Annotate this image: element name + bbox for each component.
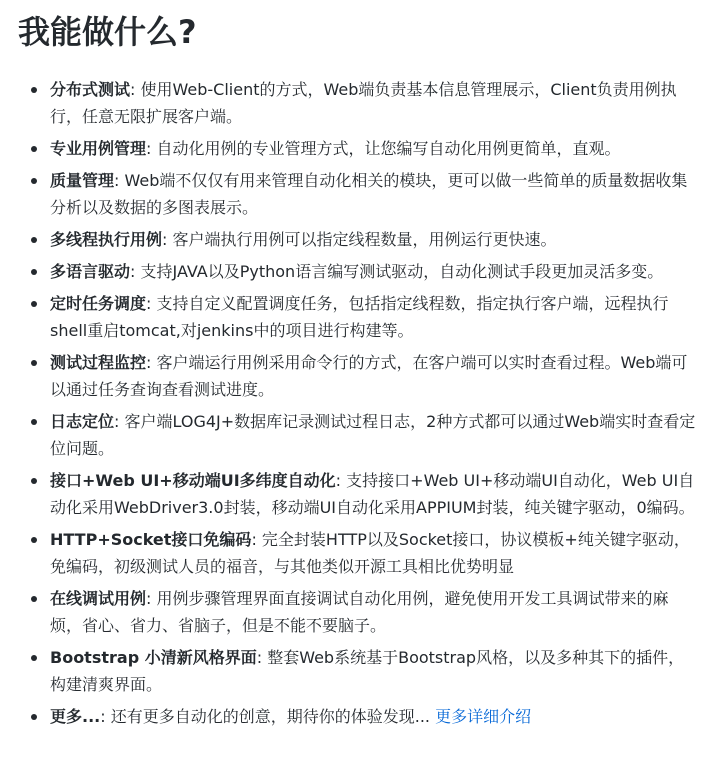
list-item: [50, 76, 698, 130]
bullet-icon: [31, 237, 37, 243]
feature-separator: :: [162, 230, 168, 249]
bullet-icon: [31, 655, 37, 661]
feature-description: 支持JAVA以及Python语言编写测试驱动，自动化测试手段更加灵活多变。: [140, 262, 664, 281]
feature-description: 使用Web-Client的方式，Web端负责基本信息管理展示，Client负责用例执行，任意无限扩展客户端。: [50, 80, 677, 126]
feature-separator: :: [256, 648, 263, 667]
feature-name: 接口+Web UI+移动端UI多纬度自动化: [50, 471, 336, 490]
feature-name: HTTP+Socket接口免编码: [50, 530, 252, 549]
feature-description: 整套Web系统基于Bootstrap风格，以及多种其下的插件，构建清爽界面。: [50, 648, 685, 694]
bullet-icon: [31, 419, 37, 425]
feature-separator: :: [114, 171, 120, 190]
list-item: [50, 467, 698, 521]
feature-separator: :: [251, 530, 257, 549]
feature-name: 日志定位: [50, 412, 115, 431]
feature-description: 自动化用例的专业管理方式，让您编写自动化用例更简单，直观。: [156, 139, 621, 158]
feature-description: 支持接口+Web UI+移动端UI自动化，Web UI自动化采用WebDriver3.0封装，移动端UI自动化采用APPIUM封装，纯关键字驱动，0编码。: [50, 471, 695, 517]
feature-description: 用例步骤管理界面直接调试自动化用例，避免使用开发工具调试带来的麻烦，省心、省力、省脑子，但是不能不要脑子。: [50, 589, 669, 635]
bullet-icon: [31, 87, 37, 93]
list-item: [50, 408, 698, 462]
feature-name: 定时任务调度: [50, 294, 147, 313]
list-item: [50, 585, 698, 639]
feature-description: 还有更多自动化的创意，期待你的体验发现...: [110, 707, 436, 726]
feature-description: Web端不仅仅有用来管理自动化相关的模块，更可以做一些简单的质量数据收集分析以及数据的多图表展示。: [50, 171, 688, 217]
list-item-more: [50, 703, 698, 730]
more-details-link[interactable]: 更多详细介绍: [435, 707, 532, 726]
feature-description: 客户端LOG4J+数据库记录测试过程日志，2种方式都可以通过Web端实时查看定位问题。: [50, 412, 696, 458]
bullet-icon: [31, 269, 37, 275]
page-title: 我能做什么?: [18, 13, 197, 51]
feature-separator: :: [146, 294, 152, 313]
feature-separator: :: [100, 707, 106, 726]
list-item: [50, 526, 698, 580]
bullet-icon: [31, 301, 37, 307]
feature-separator: :: [146, 589, 152, 608]
bullet-icon: [31, 478, 37, 484]
feature-name: 质量管理: [50, 171, 115, 190]
bullet-icon: [31, 146, 37, 152]
feature-list: [18, 76, 698, 730]
bullet-icon: [31, 178, 37, 184]
feature-name: 专业用例管理: [50, 139, 147, 158]
feature-description: 完全封装HTTP以及Socket接口，协议模板+纯关键字驱动，免编码，初级测试人员的福音，与其他类似开源工具相比优势明显: [50, 530, 690, 576]
list-item: [50, 135, 698, 162]
feature-name: Bootstrap 小清新风格界面: [50, 648, 257, 667]
feature-name: 分布式测试: [50, 80, 131, 99]
feature-separator: :: [335, 471, 342, 490]
feature-separator: :: [130, 262, 136, 281]
bullet-icon: [31, 360, 37, 366]
feature-separator: :: [146, 139, 152, 158]
bullet-icon: [31, 537, 37, 543]
feature-name: 在线调试用例: [50, 589, 147, 608]
feature-separator: :: [130, 80, 136, 99]
bullet-icon: [31, 714, 37, 720]
list-item: [50, 290, 698, 344]
feature-name: 多线程执行用例: [50, 230, 163, 249]
feature-name: 更多...: [50, 707, 101, 726]
feature-separator: :: [114, 412, 120, 431]
feature-name: 测试过程监控: [50, 353, 147, 372]
list-item: [50, 644, 698, 698]
feature-description: 客户端执行用例可以指定线程数量，用例运行更快速。: [172, 230, 557, 249]
feature-description: 客户端运行用例采用命令行的方式，在客户端可以实时查看过程。Web端可以通过任务查询查看测试进度。: [50, 353, 688, 399]
bullet-icon: [31, 596, 37, 602]
feature-name: 多语言驱动: [50, 262, 131, 281]
feature-separator: :: [146, 353, 152, 372]
list-item: [50, 349, 698, 403]
list-item: [50, 226, 698, 253]
list-item: [50, 258, 698, 285]
feature-description: 支持自定义配置调度任务，包括指定线程数，指定执行客户端，远程执行shell重启tomcat,对jenkins中的项目进行构建等。: [50, 294, 669, 340]
list-item: [50, 167, 698, 221]
